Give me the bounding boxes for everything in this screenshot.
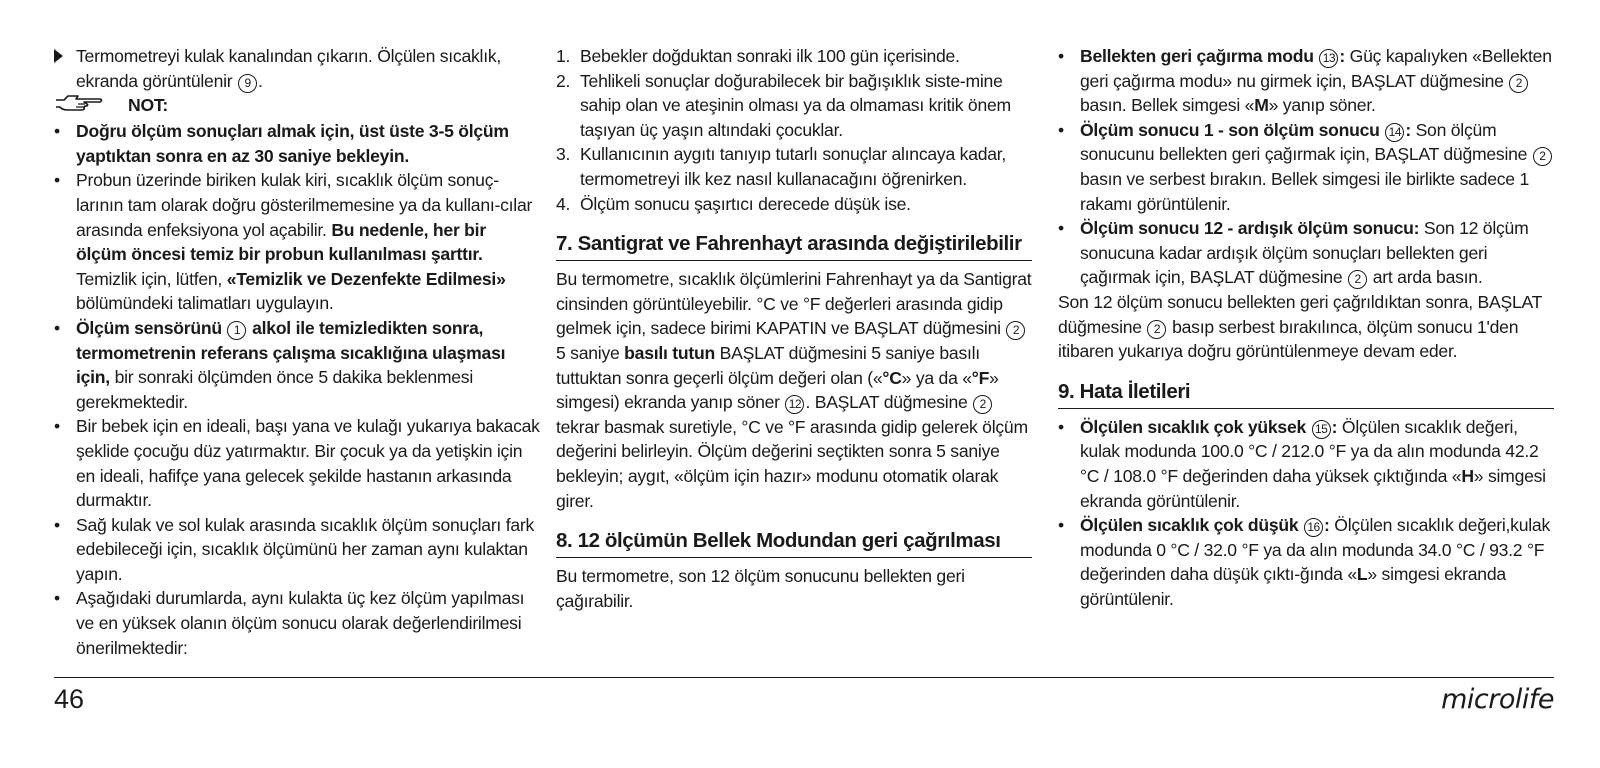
list-item: 3. Kullanıcının aygıtı tanıyıp tutarlı sonuçlar alıncaya kadar, termometreyi ilk kez nasıl kullanacağını öğrenirken.	[556, 144, 1007, 189]
section-heading-8: 8. 12 ölçümün Bellek Modundan geri çağrılması	[556, 527, 1032, 558]
memory-bullet: • Ölçüm sonucu 12 - ardışık ölçüm sonucu: Son 12 ölçüm sonucuna kadar ardışık ölçüm sonuçları bellekten geri çağırmak için, BAŞLAT düğmesine 2 art arda basın.	[1058, 218, 1529, 288]
ref-marker: 14	[1385, 123, 1404, 142]
footer-divider	[54, 677, 1554, 678]
note-bullet: • Doğru ölçüm sonuçları almak için, üst üste 3-5 ölçüm yaptıktan sonra en az 30 saniye bekleyin.	[54, 121, 509, 166]
page-number: 46	[54, 684, 85, 714]
error-bullet: • Ölçülen sıcaklık çok düşük 16 : Ölçülen sıcaklık değeri,kulak modunda 0 °C / 32.0 °F ya da alın modunda 34.0 °C / 93.2 °F değerinden daha düşük çıktı-ğında «L» simgesi ekranda görüntülenir.	[1058, 515, 1550, 609]
ref-marker: 2	[1147, 320, 1166, 339]
note-bullet: • Ölçüm sensörünü 1 alkol ile temizledikten sonra, termometrenin referans çalışma sıcaklığına ulaşması için, bir sonraki ölçümden önce 5 dakika beklenmesi gerekmektedir.	[54, 317, 506, 412]
memory-bullet: • Bellekten geri çağırma modu 13 : Güç kapalıyken «Bellekten geri çağırma modu» nu girmek için, BAŞLAT düğmesine 2 basın. Bellek simgesi «M» yanıp söner.	[1058, 46, 1552, 116]
pointing-hand-icon	[54, 91, 106, 113]
ref-marker: 2	[1533, 147, 1552, 166]
ref-marker: 13	[1319, 49, 1338, 68]
ref-marker: 12	[785, 395, 804, 414]
section-heading-9: 9. Hata İletileri	[1058, 378, 1554, 409]
column-right	[1058, 44, 1554, 611]
note-bullet: • Bir bebek için en ideali, başı yana ve kulağı yukarıya bakacak şeklide çocuğu düz yatırmaktır. Bir çocuk ya da yetişkin için en ideali, hafifçe yana gelecek şekilde hastanın arkasında durmaktır.	[54, 416, 540, 511]
ref-marker: 15	[1312, 420, 1331, 439]
error-bullet: • Ölçülen sıcaklık çok yüksek 15 : Ölçülen sıcaklık değeri, kulak modunda 100.0 °C / 212.0 °F ya da alın modunda 42.2 °C / 108.0 °F değerinden daha yüksek çıktığında «H» simgesi ekranda görüntülenir.	[1058, 416, 1546, 511]
section-8-body: Bu termometre, son 12 ölçüm sonucunu bellekten geri çağırabilir.	[556, 566, 965, 611]
instruction-step: Termometreyi kulak kanalından çıkarın. Ölçülen sıcaklık, ekranda görüntülenir 9 .	[54, 44, 540, 93]
section-7-body: Bu termometre, sıcaklık ölçümlerini Fahrenhayt ya da Santigrat cinsinden görüntüleyebilir. °C ve °F değerleri arasında gidip gelmek için, sadece birimi KAPATIN ve BAŞLAT düğmesini 2 5 saniye basılı tutun BAŞLAT düğmesini 5 saniye basılı tuttuktan sonra geçerli ölçüm değeri olan («°C» ya da «°F» simgesi) ekranda yanıp söner 12 . BAŞLAT düğmesine 2 tekrar basmak suretiyle, °C ve °F arasında gidip gelerek ölçüm değerini belirleyin. Ölçüm değerini seçtikten sonra 5 saniye bekleyin; aygıt, «ölçüm için hazır» modunu otomatik olarak girer.	[556, 269, 1032, 511]
memory-paragraph: Son 12 ölçüm sonucu bellekten geri çağrıldıktan sonra, BAŞLAT düğmesine 2 basıp serbest bırakılınca, ölçüm sonucu 1'den itibaren yukarıya doğru görüntülenmeye devam eder.	[1058, 291, 1542, 362]
note-bullet: • Aşağıdaki durumlarda, aynı kulakta üç kez ölçüm yapılması ve en yüksek olanın ölçüm sonucu olarak değerlendirilmesi önerilmektedir:	[54, 588, 525, 658]
note-bullet: • Probun üzerinde biriken kulak kiri, sıcaklık ölçüm sonuç-larının tam olarak doğru gösterilmemesine ya da kullanı-cılar arasında enfeksiyona yol açabilir. Bu nedenle, her bir ölçüm öncesi temiz bir probun kullanılması şarttır. Temizlik için, lütfen, «Temizlik ve Dezenfekte Edilmesi» bölümündeki talimatları uygulayın.	[54, 170, 533, 314]
ref-marker: 2	[1006, 321, 1025, 340]
list-item: 4. Ölçüm sonucu şaşırtıcı derecede düşük ise.	[556, 193, 911, 214]
ref-marker: 2	[973, 395, 992, 414]
note-bullet: • Sağ kulak ve sol kulak arasında sıcaklık ölçüm sonuçları fark edebileceği için, sıcaklık ölçümünü her zaman aynı kulaktan yapın.	[54, 514, 535, 584]
ref-marker: 9	[238, 74, 257, 93]
memory-bullet: • Ölçüm sonucu 1 - son ölçüm sonucu 14 : Son ölçüm sonucunu bellekten geri çağırmak için, BAŞLAT düğmesine 2 basın ve serbest bırakın. Bellek simgesi ile birlikte sadece 1 rakamı görüntülenir.	[1058, 118, 1554, 216]
triangle-bullet-icon	[54, 44, 74, 70]
note-heading: NOT:	[54, 93, 540, 117]
ref-marker: 1	[227, 321, 246, 340]
brand-logo: microlife	[1441, 684, 1554, 715]
ref-marker: 16	[1304, 518, 1323, 537]
column-left	[54, 44, 540, 660]
column-middle	[556, 44, 1032, 613]
section-heading-7: 7. Santigrat ve Fahrenhayt arasında değiştirilebilir	[556, 230, 1032, 261]
list-item: 1. Bebekler doğduktan sonraki ilk 100 gün içerisinde.	[556, 46, 960, 66]
list-item: 2. Tehlikeli sonuçlar doğurabilecek bir bağışıklık siste-mine sahip olan ve ateşinin olması ya da olmaması kritik önem taşıyan üç yaşın altındaki çocuklar.	[556, 70, 1011, 140]
ref-marker: 2	[1509, 74, 1528, 93]
ref-marker: 2	[1348, 270, 1367, 289]
